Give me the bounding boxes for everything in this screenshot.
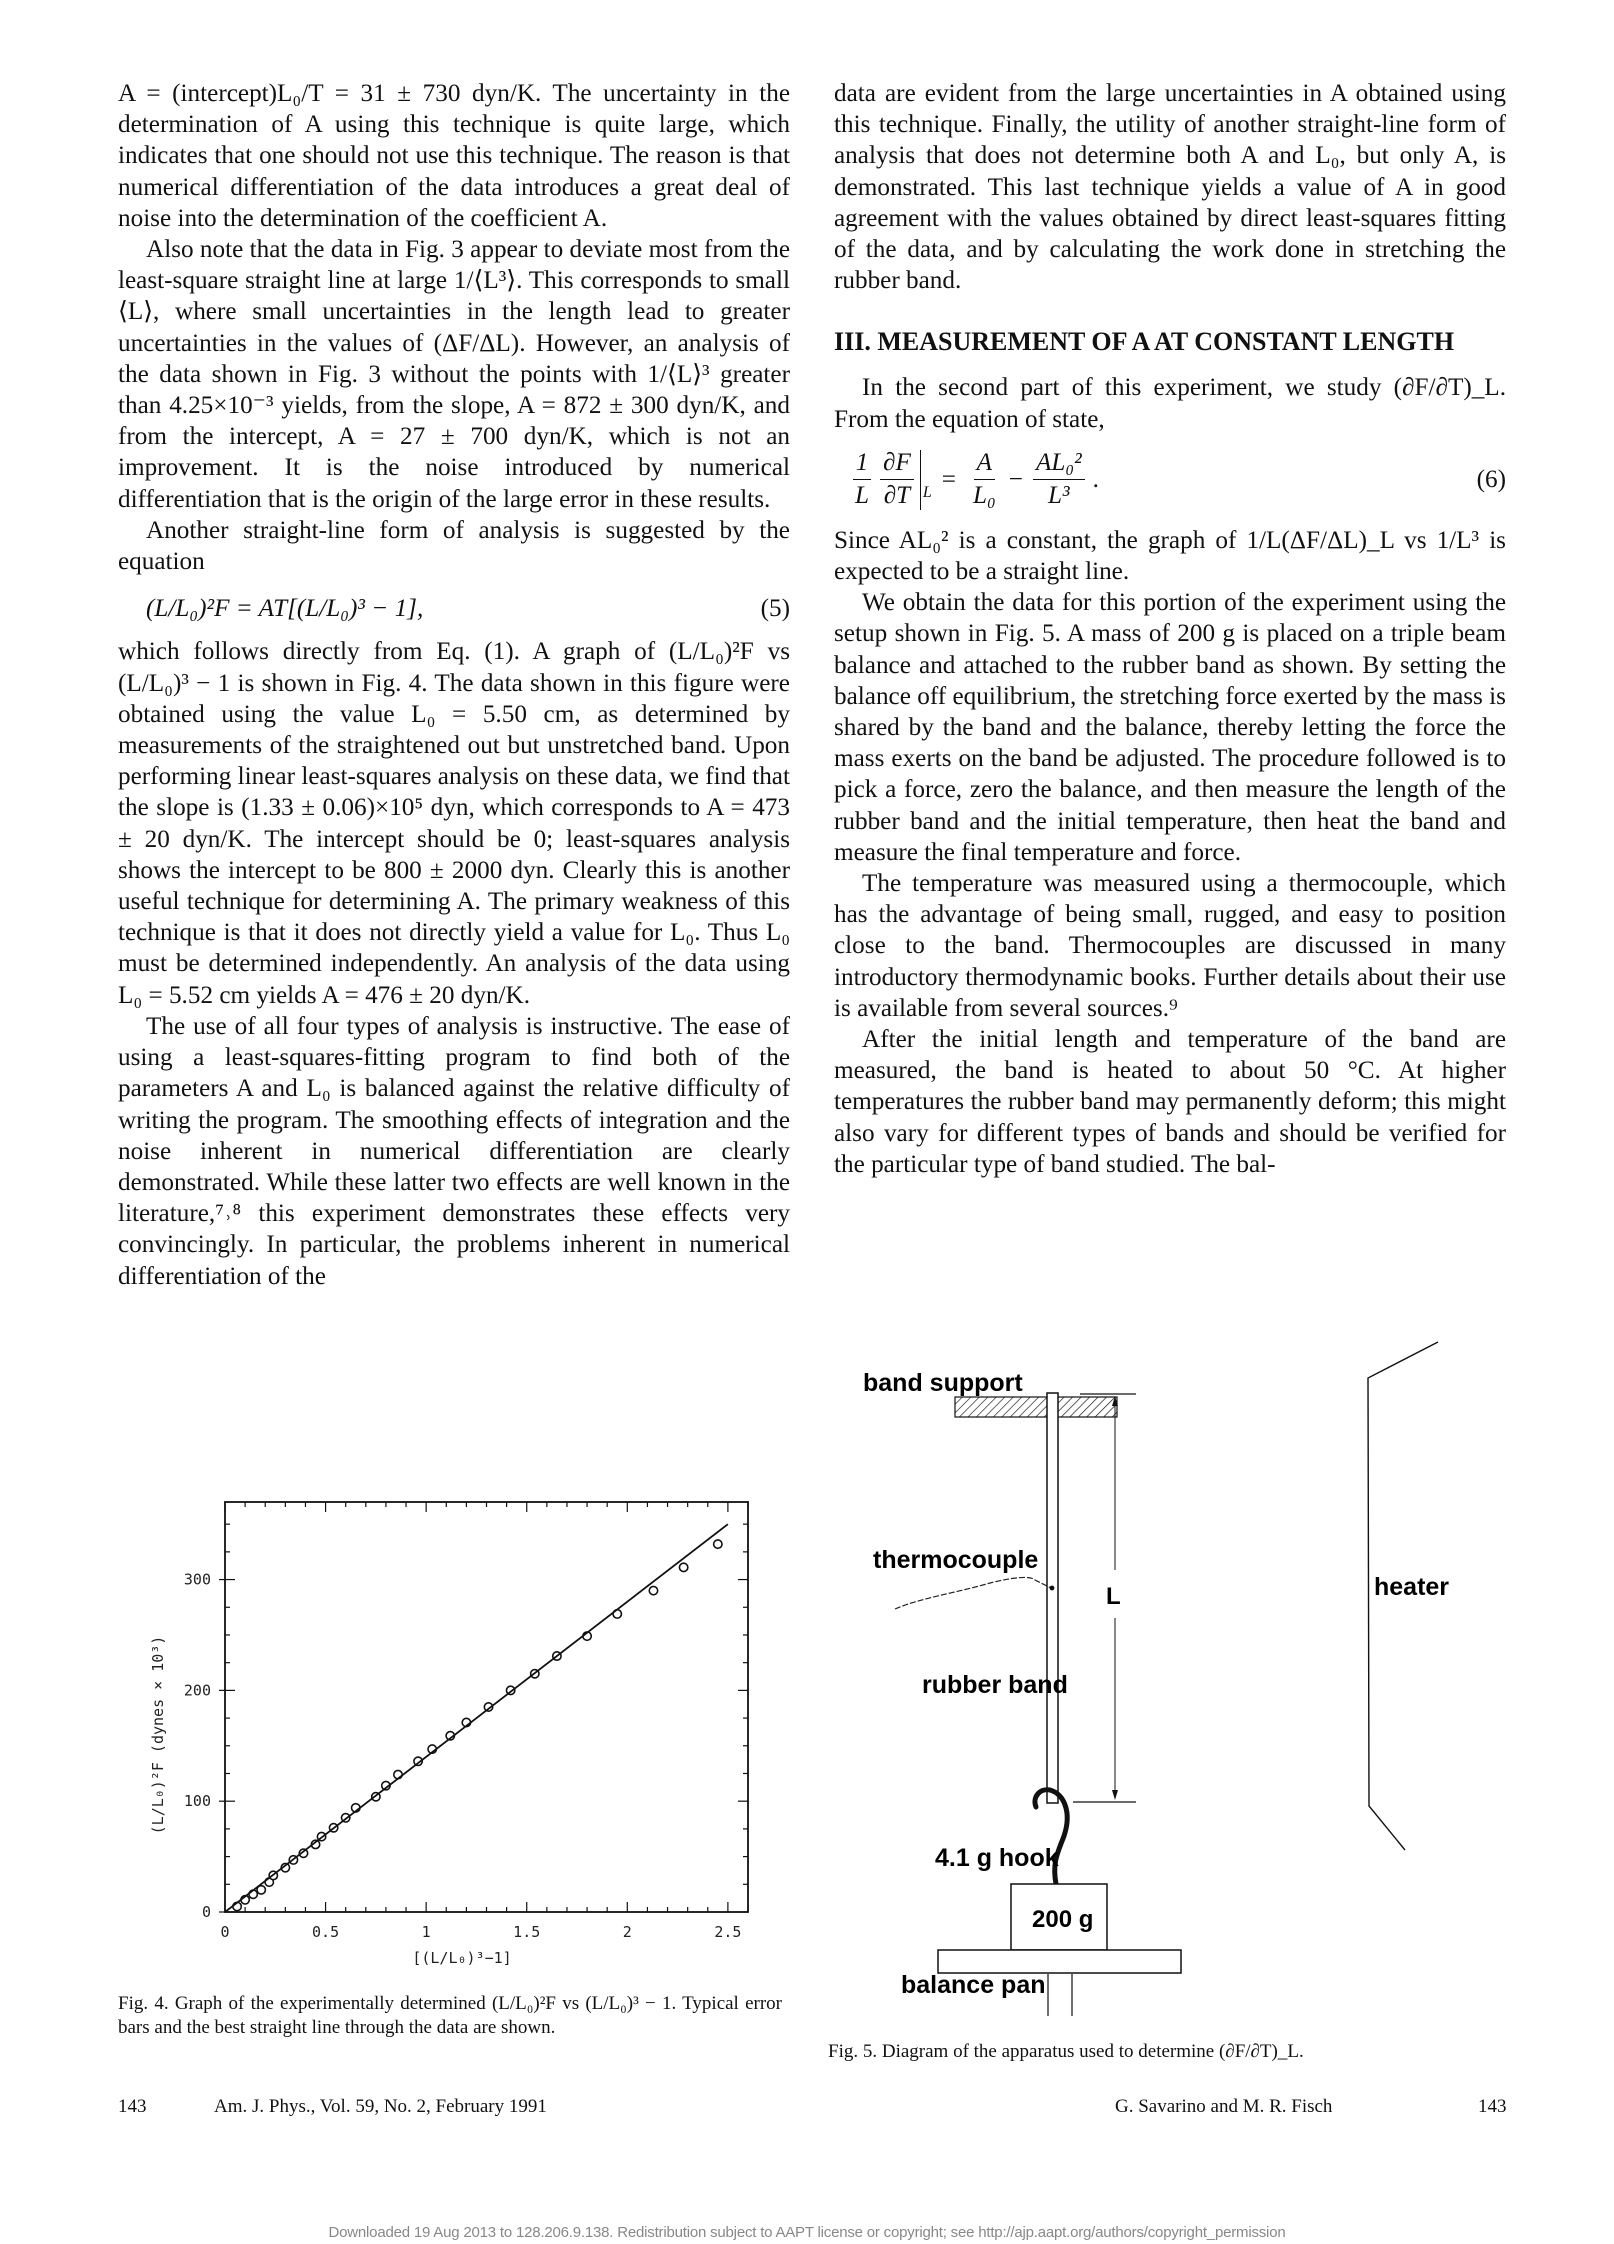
paragraph: In the second part of this experiment, we study (∂F/∂T)_L. From the equation of state, (834, 374, 1506, 433)
arrow-down-icon (1112, 1790, 1118, 1800)
section-heading: III. MEASUREMENT OF A AT CONSTANT LENGTH (834, 327, 1455, 357)
x-tick-label: 0 (220, 1923, 230, 1941)
equation-number: (6) (1476, 466, 1506, 494)
footer-authors: G. Savarino and M. R. Fisch (1115, 2096, 1333, 2117)
paragraph: Also note that the data in Fig. 3 appear to deviate most from the least-square straight line at large 1/⟨L³⟩. This corresponds to small ⟨L⟩, where small uncertainties in the length lead to greater uncertainties in the values of (ΔF/ΔL). However, an analysis of the data shown in Fig. 3 without the points with 1/⟨L⟩³ greater than 4.25×10⁻³ yields, from the slope, A = 872 ± 300 dyn/K, and from the intercept, A = 27 ± 700 dyn/K, which is not an improvement. It is the noise introduced by numerical differentiation that is the origin of the large error in these results. (118, 236, 790, 513)
figure-4-caption: Fig. 4. Graph of the experimentally determined (L/L₀)²F vs (L/L₀)³ − 1. Typical error bars and the best straight line through the data are shown. (118, 1993, 782, 2038)
paragraph: The use of all four types of analysis is instructive. The ease of using a least-squares-fitting program to find both of the parameters A and L₀ is balanced against the relative difficulty of writing the program. The smoothing effects of integration and the noise inherent in numerical differentiation are clearly demonstrated. While these latter two effects are well known in the literature,⁷˒⁸ this experiment demonstrates these effects very convincingly. In particular, the problems inherent in numerical differentiation of the (118, 1012, 790, 1290)
y-tick-label: 0 (201, 1903, 211, 1921)
footer-page-number-left: 143 (118, 2096, 147, 2117)
paragraph: which follows directly from Eq. (1). A graph of (L/L₀)²F vs (L/L₀)³ − 1 is shown in Fig. 4. The data shown in this figure were obtained using the value L₀ = 5.50 cm, as determined by measurements of the straightened out but unstretched band. Upon performing linear least-squares analysis on these data, we find that the slope is (1.33 ± 0.06)×10⁵ dyn, which corresponds to A = 473 ± 20 dyn/K. The intercept should be 0; least-squares analysis shows the intercept to be 800 ± 2000 dyn. Clearly this is another useful technique for determining A. The primary weakness of this technique is that it does not directly yield a value for L₀. Thus L₀ must be determined independently. An analysis of the data using L₀ = 5.52 cm yields A = 476 ± 20 dyn/K. (118, 638, 790, 1009)
download-notice: Downloaded 19 Aug 2013 to 128.206.9.138. Redistribution subject to AAPT license or copyright; see http://ajp.aapt.org/authors/copyright_permission (328, 2224, 1286, 2241)
paragraph: A = (intercept)L₀/T = 31 ± 730 dyn/K. The uncertainty in the determination of A using this technique is quite large, which indicates that one should not use this technique. The reason is that numerical differentiation of the data introduces a great deal of noise into the determination of the coefficient A. (118, 80, 790, 232)
thermocouple-wire (895, 1577, 1051, 1609)
paragraph: Another straight-line form of analysis is suggested by the equation (118, 516, 790, 576)
y-axis-label: (L/L₀)²F (dynes × 10³) (149, 1635, 167, 1835)
equation-number: (5) (760, 595, 790, 623)
paragraph: The temperature was measured using a thermocouple, which has the advantage of being small, rugged, and easy to position close to the band. Thermocouples are discussed in many introductory thermodynamic books. Further details about their use is available from several sources.⁹ (834, 870, 1506, 1022)
balance-pan (938, 1950, 1181, 1973)
y-tick-label: 300 (183, 1570, 211, 1589)
rubber-band-label: rubber band (922, 1671, 1068, 1699)
equation-6: $\frac{1}{L}$ $\frac{\partial F}{\partial T}$ L = $\frac{A}{\text{L₀}}$ − $\frac{\text{AL₀²}}{\text{L³}}$ . (6) (834, 441, 1506, 519)
fraction: $\frac{\partial F}{\partial T}$ (880, 447, 914, 512)
hook-label: 4.1 g hook (935, 1844, 1059, 1872)
band-support-block (955, 1397, 1117, 1417)
x-axis-label: [(L/L₀)³−1] (412, 1949, 512, 1967)
paragraph: Since AL₀² is a constant, the graph of 1/L(ΔF/ΔL)_L vs 1/L³ is expected to be a straight line. (834, 526, 1506, 586)
x-tick-label: 1 (421, 1923, 431, 1941)
rubber-band (1047, 1393, 1058, 1803)
mass-label: 200 g (1032, 1906, 1094, 1933)
thermocouple-junction (1050, 1586, 1055, 1591)
x-tick-label: 0.5 (312, 1923, 340, 1941)
paragraph: We obtain the data for this portion of the experiment using the setup shown in Fig. 5. A mass of 200 g is placed on a triple beam balance and attached to the rubber band as shown. By setting the balance off equilibrium, the stretching force exerted by the mass is shared by the band and the balance, thereby letting the force the mass exerts on the band be adjusted. The procedure followed is to pick a force, zero the balance, and then measure the length of the rubber band and the initial temperature, then heat the band and measure the final temperature and force. (834, 589, 1506, 866)
figure-5-caption: Fig. 5. Diagram of the apparatus used to determine (∂F/∂T)_L. (828, 2041, 1304, 2062)
x-tick-label: 2 (622, 1923, 632, 1941)
equation-body: (L/L₀)²F = AT[(L/L₀)³ − 1], (146, 595, 424, 623)
band-support-label: band support (863, 1369, 1023, 1397)
length-label: L (1106, 1583, 1121, 1610)
paragraph: data are evident from the large uncertainties in A obtained using this technique. Finally, the utility of another straight-line form of analysis that does not determine both A and L₀, but only A, is demonstrated. This last technique yields a value of A in good agreement with the values obtained by direct least-squares fitting of the data, and by calculating the work done in stretching the rubber band. (834, 80, 1506, 295)
x-tick-label: 1.5 (513, 1923, 541, 1941)
x-tick-label: 2.5 (714, 1923, 742, 1941)
thermocouple-label: thermocouple (873, 1546, 1039, 1574)
balance-pan-label: balance pan (901, 1971, 1046, 1999)
footer-page-number-right: 143 (1478, 2096, 1507, 2117)
heater-label: heater (1374, 1573, 1450, 1601)
y-tick-label: 100 (183, 1792, 211, 1811)
fraction: $\frac{A}{\text{L₀}}$ (972, 449, 996, 510)
footer-journal: Am. J. Phys., Vol. 59, No. 2, February 1991 (214, 2096, 547, 2117)
fraction: $\frac{1}{L}$ (852, 447, 872, 512)
fraction: $\frac{\text{AL₀²}}{\text{L³}}$ (1033, 447, 1085, 512)
y-tick-label: 200 (183, 1681, 211, 1700)
paragraph: After the initial length and temperature of the band are measured, the band is heated to about 50 °C. At higher temperatures the rubber band may permanently deform; this might also vary for different types of bands and should be verified for the particular type of band studied. The bal- (834, 1026, 1506, 1178)
